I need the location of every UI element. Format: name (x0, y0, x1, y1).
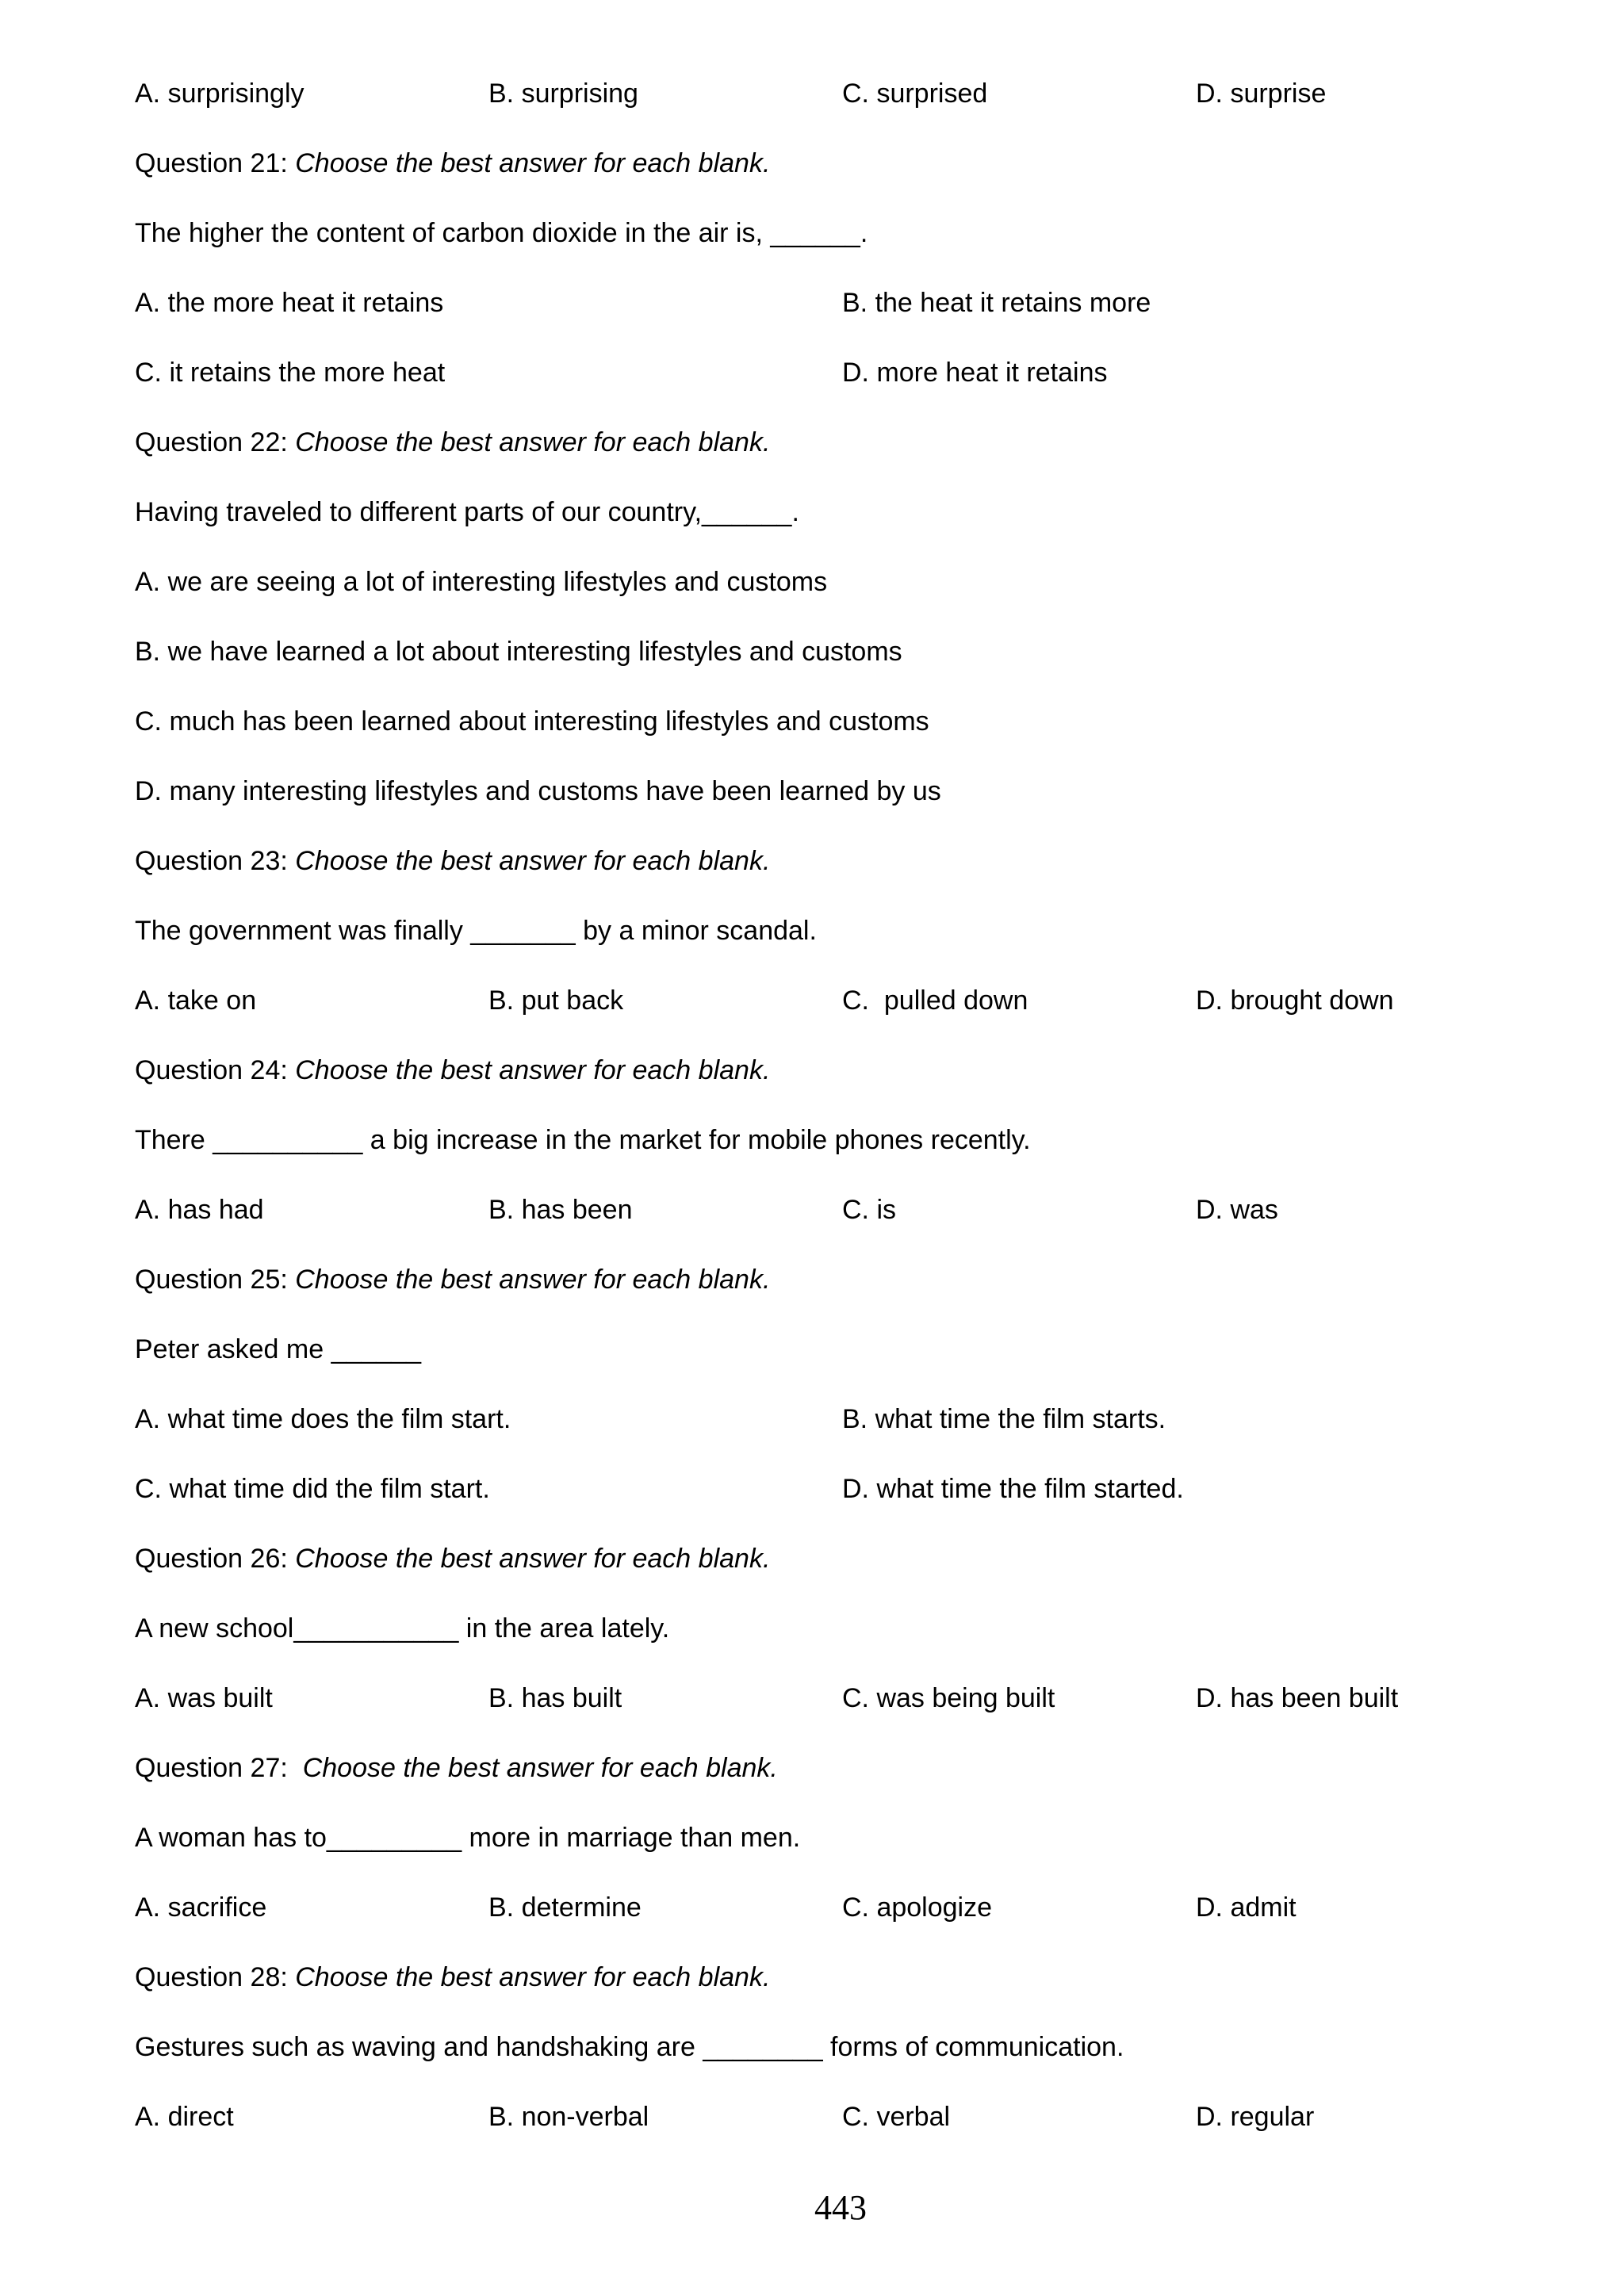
option-d: D. what time the film started. (842, 1474, 1184, 1504)
question-header (135, 1054, 1499, 1086)
question-instruction: Choose the best answer for each blank. (295, 846, 771, 876)
option-d: D. more heat it retains (842, 358, 1108, 388)
question-header (135, 1752, 1499, 1784)
option-b: B. what time the film starts. (842, 1404, 1166, 1434)
question-header (135, 1543, 1499, 1575)
option-d: D. has been built (1196, 1683, 1399, 1713)
option-d: D. regular (1196, 2102, 1315, 2132)
option-c: C. was being built (842, 1683, 1055, 1713)
option-c: C. is (842, 1195, 896, 1225)
question-stem: Peter asked me ______ (135, 1334, 422, 1364)
options-row (135, 1473, 1499, 1600)
question-stem: Having traveled to different parts of our country,______. (135, 497, 799, 527)
question-instruction: Choose the best answer for each blank. (295, 1265, 771, 1295)
question-stem: A woman has to_________ more in marriage than men. (135, 1823, 801, 1853)
page-number: 443 (814, 2188, 867, 2227)
question-instruction: Choose the best answer for each blank. (295, 1962, 771, 1992)
option-a: A. we are seeing a lot of interesting lifestyles and customs (135, 567, 828, 597)
question-label: Question 25: (135, 1265, 288, 1295)
question-header (135, 427, 1499, 458)
option-d: D. was (1196, 1195, 1278, 1225)
option-a: A. was built (135, 1683, 273, 1713)
option-d: D. admit (1196, 1892, 1297, 1923)
question-label: Question 22: (135, 427, 288, 457)
option-c: C. much has been learned about interesting lifestyles and customs (135, 706, 929, 737)
option-c: C. surprised (842, 78, 988, 109)
question-instruction: Choose the best answer for each blank. (295, 148, 771, 178)
question-instruction: Choose the best answer for each blank. (295, 427, 771, 457)
option-c: C. apologize (842, 1892, 993, 1923)
option-c: C. verbal (842, 2102, 951, 2132)
question-header (135, 1961, 1499, 1993)
option-a: A. direct (135, 2102, 234, 2132)
question-stem: The higher the content of carbon dioxide in the air is, ______. (135, 218, 868, 248)
option-a: A. has had (135, 1195, 264, 1225)
question-instruction: Choose the best answer for each blank. (302, 1753, 778, 1783)
question-stem: Gestures such as waving and handshaking are ________ forms of communication. (135, 2032, 1124, 2062)
question-label: Question 21: (135, 148, 288, 178)
option-b: B. put back (488, 985, 624, 1016)
option-a: A. surprisingly (135, 78, 304, 109)
question-stem: There __________ a big increase in the market for mobile phones recently. (135, 1125, 1031, 1155)
option-c: C. it retains the more heat (135, 358, 446, 388)
question-label: Question 27: (135, 1753, 288, 1783)
option-b: B. has built (488, 1683, 622, 1713)
option-c: C. what time did the film start. (135, 1474, 490, 1504)
option-b: B. we have learned a lot about interesting lifestyles and customs (135, 637, 902, 667)
option-d: D. brought down (1196, 985, 1394, 1016)
options-row (135, 357, 1499, 484)
option-c: C. pulled down (842, 985, 1028, 1016)
option-b: B. has been (488, 1195, 633, 1225)
option-b: B. non-verbal (488, 2102, 649, 2132)
option-b: B. determine (488, 1892, 642, 1923)
question-stem: A new school___________ in the area lately. (135, 1613, 670, 1644)
question-header (135, 1264, 1499, 1295)
question-label: Question 24: (135, 1055, 288, 1085)
question-label: Question 23: (135, 846, 288, 876)
option-a: A. take on (135, 985, 257, 1016)
option-b: B. surprising (488, 78, 638, 109)
question-instruction: Choose the best answer for each blank. (295, 1055, 771, 1085)
option-a: A. sacrifice (135, 1892, 267, 1923)
question-header (135, 845, 1499, 877)
option-a: A. what time does the film start. (135, 1404, 511, 1434)
question-header (135, 147, 1499, 179)
option-d: D. many interesting lifestyles and customs have been learned by us (135, 776, 941, 806)
option-a: A. the more heat it retains (135, 288, 444, 318)
option-b: B. the heat it retains more (842, 288, 1151, 318)
question-label: Question 26: (135, 1544, 288, 1574)
question-label: Question 28: (135, 1962, 288, 1992)
question-instruction: Choose the best answer for each blank. (295, 1544, 771, 1574)
question-stem: The government was finally _______ by a minor scandal. (135, 916, 817, 946)
option-d: D. surprise (1196, 78, 1327, 109)
